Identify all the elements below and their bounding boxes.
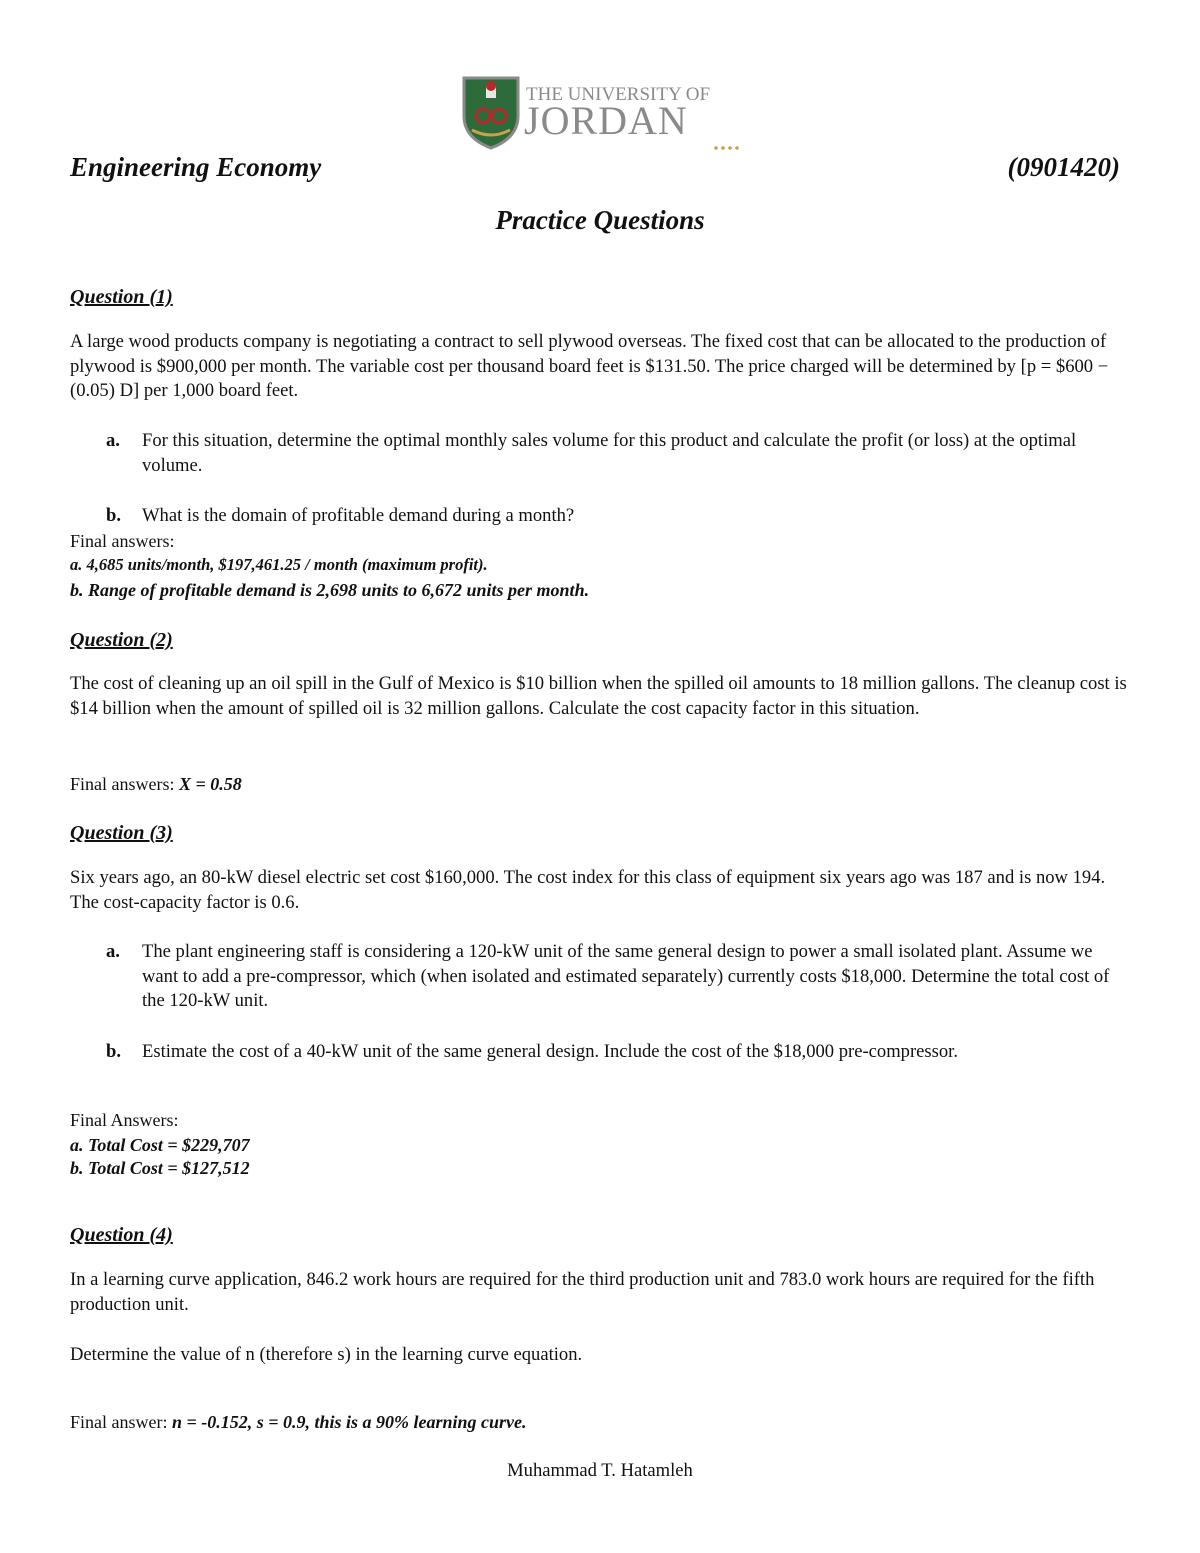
part-label: b. bbox=[106, 505, 121, 526]
question-4-answer bbox=[70, 1410, 527, 1434]
page-title: Practice Questions bbox=[495, 205, 705, 235]
answer-a: a. Total Cost = $229,707 bbox=[70, 1135, 250, 1155]
question-1-heading: Question (1) bbox=[70, 286, 173, 308]
part-label: b. bbox=[106, 1041, 121, 1062]
answer-value: n = -0.152, s = 0.9, this is a 90% learning curve. bbox=[171, 1412, 527, 1432]
part-label: a. bbox=[106, 430, 120, 451]
university-crest-icon bbox=[458, 72, 748, 152]
part-text: Estimate the cost of a 40-kW unit of the same general design. Include the cost of the $18,000 pre-compressor. bbox=[142, 1041, 959, 1062]
part-text: What is the domain of profitable demand during a month? bbox=[142, 505, 575, 526]
author-footer: Muhammad T. Hatamleh bbox=[507, 1460, 693, 1481]
part-text: The plant engineering staff is considering a 120-kW unit of the same general design to power a small isolated plant. Assume we want to add a pre-compressor, which (when isolated and estimated separately) currently costs $18,000. Determine the total cost of the 120-kW unit. bbox=[142, 941, 1110, 1012]
university-logo bbox=[458, 72, 748, 152]
question-4-text: In a learning curve application, 846.2 work hours are required for the third production unit and 783.0 work hours are required for the fifth production unit. bbox=[70, 1269, 1095, 1315]
course-title: Engineering Economy bbox=[70, 152, 322, 182]
answer-b: b. Total Cost = $127,512 bbox=[70, 1158, 250, 1178]
answer-b: b. Range of profitable demand is 2,698 units to 6,672 units per month. bbox=[70, 580, 590, 600]
answers-label: Final answers: bbox=[70, 531, 175, 551]
course-code: (0901420) bbox=[1007, 152, 1120, 182]
svg-text:JORDAN: JORDAN bbox=[524, 98, 688, 143]
question-4-heading: Question (4) bbox=[70, 1224, 173, 1246]
question-3-text: Six years ago, an 80-kW diesel electric set cost $160,000. The cost index for this class of equipment six years ago was 187 and is now 194. The cost-capacity factor is 0.6. bbox=[70, 867, 1106, 913]
question-1-text: A large wood products company is negotiating a contract to sell plywood overseas. The fixed cost that can be allocated to the production of plywood is $900,000 per month. The variable cost per thousand board feet is $131.50. The price charged will be determined by [p = $600 − (0.05) D] per 1,000 board feet. bbox=[70, 331, 1109, 402]
answers-label: Final answer: bbox=[70, 1412, 168, 1432]
answer-value: X = 0.58 bbox=[178, 774, 242, 794]
part-text: For this situation, determine the optimal monthly sales volume for this product and calculate the profit (or loss) at the optimal volume. bbox=[142, 430, 1077, 476]
question-3-heading: Question (3) bbox=[70, 822, 173, 844]
part-label: a. bbox=[106, 941, 120, 962]
svg-text:THE UNIVERSITY OF: THE UNIVERSITY OF bbox=[526, 84, 711, 105]
answers-label: Final Answers: bbox=[70, 1110, 179, 1130]
question-2-heading: Question (2) bbox=[70, 629, 173, 651]
question-2-answer bbox=[70, 772, 242, 796]
question-2-text: The cost of cleaning up an oil spill in the Gulf of Mexico is $10 billion when the spilled oil amounts to 18 million gallons. The cleanup cost is $14 billion when the amount of spilled oil is 32 million gallons. Calculate the cost capacity factor in this situation. bbox=[70, 673, 1127, 719]
answers-label: Final answers: bbox=[70, 774, 175, 794]
question-4-instruction: Determine the value of n (therefore s) in the learning curve equation. bbox=[70, 1344, 583, 1365]
course-header bbox=[70, 152, 1120, 188]
answer-a: a. 4,685 units/month, $197,461.25 / month (maximum profit). bbox=[70, 555, 488, 574]
